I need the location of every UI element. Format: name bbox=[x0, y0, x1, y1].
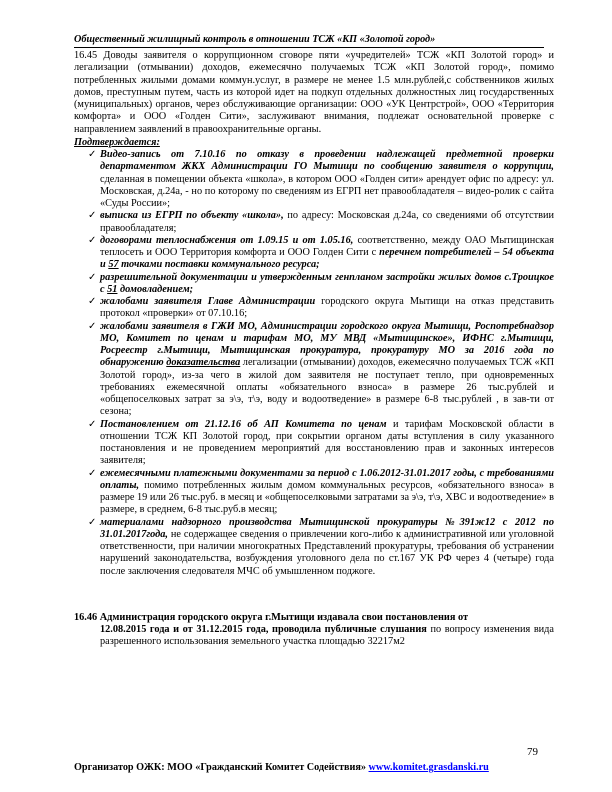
footer-text: Организатор ОЖК: МОО «Гражданский Комитет Содействия» bbox=[74, 762, 366, 773]
evidence-list bbox=[74, 149, 554, 578]
list-item: ✓ жалобами заявителя в ГЖИ МО, Администрации городского округа Мытищи, Роспотребнадзор МО, Комитет по ценам и тарифам МО, МУ МВД «Мытищинское», ИФНС г.Мытищи, Росреестр г.Мытищи, Мытищинская прокуратура, прокуратуру МО за 2016 года по обнаружению доказательства легализации (отмывании) доходов, ежемесячно получаемых ТСЖ «КП Золотой город», из-за чего в жилой дом заявителя не поступает тепло, при одновременных требованиях ежемесячной оплаты «обязательного взноса» в размере 26 тыс.рублей и «общепоселковых затрат за э\э, т\э, воду и водоотведение» в размере 6-8 тыс.рублей , в зав-ти от сезона; bbox=[88, 320, 555, 418]
page-footer bbox=[74, 762, 544, 773]
page-content bbox=[74, 50, 554, 649]
footer-link[interactable]: www.komitet.grasdanski.ru bbox=[368, 762, 489, 773]
list-item: ✓ разрешительной документации и утвержденным генпланом застройки жилых домов с.Троицкое с 51 домовладением; bbox=[88, 271, 554, 295]
list-item: ✓ Видео-запись от 7.10.16 по отказу в проведении надлежащей предметной проверки департаментом ЖКХ Администрации ГО Мытищи по сообщению заявителя о коррупции, сделанная в помещении объекта «школа», в котором ООО «Голден сити» арендует офис по адресу: ул. Московская, д.24а, - но по которому по сведениям из ЕГРП нет правообладателя – видео-ролик с сайта «Суды России»; bbox=[88, 149, 554, 209]
confirmed-heading: Подтверждается: bbox=[74, 136, 160, 148]
checkmark-icon: ✓ bbox=[88, 149, 97, 160]
checkmark-icon: ✓ bbox=[88, 234, 97, 246]
list-item: ✓ жалобами заявителя Главе Администрации городского округа Мытищи на отказ представить протокол «проверки» от 07.10.16; bbox=[88, 296, 554, 320]
list-item: ✓ материалами надзорного производства Мытищинской прокуратуры №391ж12 с 2012 по 31.01.2017года, не содержащее сведения о привлечении кого-либо к административной или уголовной ответственности, при наличии многократных Представлений прокуратуры, требования об устранении нарушений законодательства, возбуждения уголовного дела по ст.167 УК РФ через 4 (четыре) года после заключения следователя МЧС об умышленном поджоге. bbox=[88, 516, 554, 577]
list-item: ✓ Постановлением от 21.12.16 об АП Комитета по ценам и тарифам Московской области в отношении ТСЖ КП Золотой город, при сокрытии органом даты вступления в силу указанного постановления и не проведением мероприятий для восстановлению прав и законных интересов заявителя; bbox=[88, 418, 554, 467]
item-number: 16.46 bbox=[74, 611, 98, 623]
checkmark-icon: ✓ bbox=[88, 418, 97, 430]
list-item: ✓ выписка из ЕГРП по объекту «школа», по адресу: Московская д.24а, со сведениями об отсутствии правообладателя; bbox=[88, 210, 554, 234]
checkmark-icon: ✓ bbox=[88, 210, 97, 222]
item-number: 16.45 bbox=[74, 50, 98, 61]
checkmark-icon: ✓ bbox=[88, 467, 97, 479]
list-item: ✓ ежемесячными платежными документами за период с 1.06.2012-31.01.2017 годы, с требованиями оплаты, помимо потребленных жилым домом коммунальных ресурсов, «обязательного взноса» в размере 19 или 26 тыс.руб. в месяц и «общепоселковыми затратами за э\э, т\э, ХВС и водоотведение» в размере, в среднем, 6-8 тыс.руб.в месяц; bbox=[88, 467, 554, 516]
paragraph-16-45 bbox=[74, 50, 554, 136]
checkmark-icon: ✓ bbox=[88, 516, 97, 528]
item-text: Доводы заявителя о коррупционном сговоре пяти «учредителей» ТСЖ «КП Золотой город» и легализации (отмывании) доходов, ежемесячно получаемых ТСЖ «КП Золотой город», помимо потребленных жилыми домами коммун.услуг, в размере не менее 1.5 млн.рублей,с собственников жилых домов, преступным путем, часть из которой идет на подкуп отдельных должностных лиц государственных (муниципальных) органов, через обслуживающие организации: ООО «УК Центрстрой», ООО «Территория комфорта» и ООО «Голден Сити», заслуживают внимания, подлежат основательной проверке с направлением заявлений в правоохранительные органы. bbox=[74, 50, 555, 135]
list-item: ✓ договорами теплоснабжения от 1.09.15 и от 1.05.16, соответственно, между ОАО Мытищинская теплосеть и ООО Территория комфорта и ООО Голден Сити с перечнем потребителей – 54 объекта и 57 точками поставки коммунального ресурса; bbox=[88, 234, 554, 271]
checkmark-icon: ✓ bbox=[88, 271, 97, 283]
paragraph-16-46: 16.46 Администрация городского округа г.Мытищи издавала свои постановления от 12.08.2015 года и от 31.12.2015 года, проводила публичные слушания по вопросу изменения вида разрешенного использования земельного участка площадью 32217м2 bbox=[74, 611, 554, 648]
checkmark-icon: ✓ bbox=[88, 320, 97, 332]
page-number: 79 bbox=[527, 746, 538, 758]
checkmark-icon: ✓ bbox=[88, 296, 97, 307]
running-header: Общественный жилищный контроль в отношении ТСЖ «КП «Золотой город» bbox=[74, 34, 544, 48]
